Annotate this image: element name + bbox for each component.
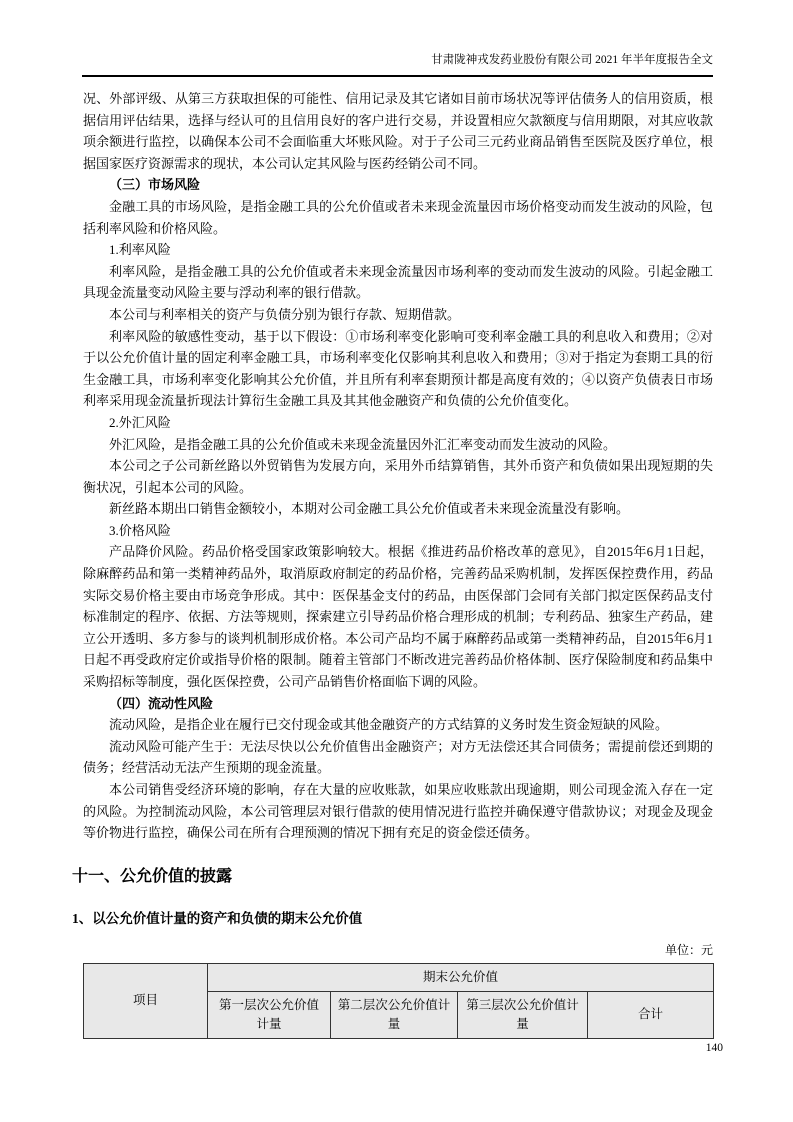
- document-body: [72, 88, 713, 1039]
- paragraph: 1.利率风险: [109, 242, 171, 258]
- table-header-level2: 第二层次公允价值计量: [331, 991, 458, 1038]
- paragraph: 利率风险的敏感性变动，基于以下假设：①市场利率变化影响可变利率金融工具的利息收入和费用；②对于以公允价值计量的固定利率金融工具，市场利率变化仅影响其利息收入和费用；③对于指定为套期工具的衍生金融工具，市场利率变化影响其公允价值，并且所有利率套期预计都是高度有效的；④以资产负债表日市场利率采用现金流量折现法计算衍生金融工具及其其他金融资产和负债的公允价值变化。: [83, 328, 713, 409]
- table-header-group-period-end-fair-value: 期末公允价值: [208, 963, 714, 991]
- unit-label: 单位：元: [664, 942, 713, 957]
- paragraphs-container: [83, 88, 713, 844]
- fair-value-table: [83, 963, 714, 1039]
- paragraph: 2.外汇风险: [109, 414, 171, 430]
- subsection-heading: （三）市场风险: [109, 177, 201, 193]
- table-header-total: 合计: [588, 991, 714, 1038]
- paragraph: 新丝路本期出口销售金额较小，本期对公司金融工具公允价值或者未来现金流量没有影响。: [109, 501, 630, 517]
- paragraph: 本公司之子公司新丝路以外贸销售为发展方向，采用外币结算销售，其外币资产和负债如果出现短期的失衡状况，引起本公司的风险。: [83, 458, 713, 495]
- paragraph: 3.价格风险: [109, 522, 171, 538]
- page-number: 140: [705, 1042, 723, 1054]
- paragraph: 本公司销售受经济环境的影响，存在大量的应收账款，如果应收账款出现逾期，则公司现金流入存在一定的风险。为控制流动风险，本公司管理层对银行借款的使用情况进行监控并确保遵守借款协议；对现金及现金等价物进行监控，确保公司在所有合理预测的情况下拥有充足的资金偿还债务。: [83, 782, 713, 841]
- paragraph: 况、外部评级、从第三方获取担保的可能性、信用记录及其它诸如目前市场状况等评估债务人的信用资质，根据信用评估结果，选择与经认可的且信用良好的客户进行交易，并设置相应欠款额度与信用期限，对其应收款项余额进行监控，以确保本公司不会面临重大坏账风险。对于子公司三元药业商品销售至医院及医疗单位，根据国家医疗资源需求的现状，本公司认定其风险与医药经销公司不同。: [83, 91, 713, 171]
- page-header: [82, 53, 713, 77]
- paragraph: 流动风险，是指企业在履行已交付现金或其他金融资产的方式结算的义务时发生资金短缺的风险。: [109, 717, 669, 733]
- table-header-level1: 第一层次公允价值计量: [208, 991, 331, 1038]
- subsection-heading: （四）流动性风险: [109, 695, 214, 711]
- section-heading-fair-value-disclosure: 十一、公允价值的披露: [72, 867, 233, 885]
- paragraph: 本公司与利率相关的资产与负债分别为银行存款、短期借款。: [109, 306, 461, 322]
- paragraph: 产品降价风险。药品价格受国家政策影响较大。根据《推进药品价格改革的意见》，自2015年6月1日起，除麻醉药品和第一类精神药品外，取消原政府制定的药品价格，完善药品采购机制，发挥医保控费作用，药品实际交易价格主要由市场竞争形成。其中：医保基金支付的药品，由医保部门会同有关部门拟定医保药品支付标准制定的程序、依据、方法等规则，探索建立引导药品价格合理形成的机制；专利药品、独家生产药品，建立公开透明、多方参与的谈判机制形成价格。本公司产品均不属于麻醉药品或第一类精神药品，自2015年6月1日起不再受政府定价或指导价格的限制。随着主管部门不断改进完善药品价格体制、医疗保险制度和药品集中采购招标等制度，强化医保控费，公司产品销售价格面临下调的风险。: [83, 544, 713, 690]
- table-header-row-top: [84, 963, 714, 991]
- paragraph: 外汇风险，是指金融工具的公允价值或未来现金流量因外汇汇率变动而发生波动的风险。: [109, 436, 617, 452]
- table-header-item: 项目: [84, 963, 208, 1038]
- table-header-level3: 第三层次公允价值计量: [458, 991, 588, 1038]
- subsection-heading-period-end-fair-value: 1、以公允价值计量的资产和负债的期末公允价值: [72, 910, 363, 926]
- paragraph: 利率风险，是指金融工具的公允价值或者未来现金流量因市场利率的变动而发生波动的风险。引起金融工具现金流量变动风险主要与浮动利率的银行借款。: [83, 263, 713, 301]
- paragraph: 金融工具的市场风险，是指金融工具的公允价值或者未来现金流量因市场价格变动而发生波动的风险，包括利率风险和价格风险。: [83, 198, 713, 236]
- paragraph: 流动风险可能产生于：无法尽快以公允价值售出金融资产；对方无法偿还其合同债务；需提前偿还到期的债务；经营活动无法产生预期的现金流量。: [83, 738, 713, 776]
- report-title: 甘肃陇神戎发药业股份有限公司 2021 年半年度报告全文: [431, 54, 713, 66]
